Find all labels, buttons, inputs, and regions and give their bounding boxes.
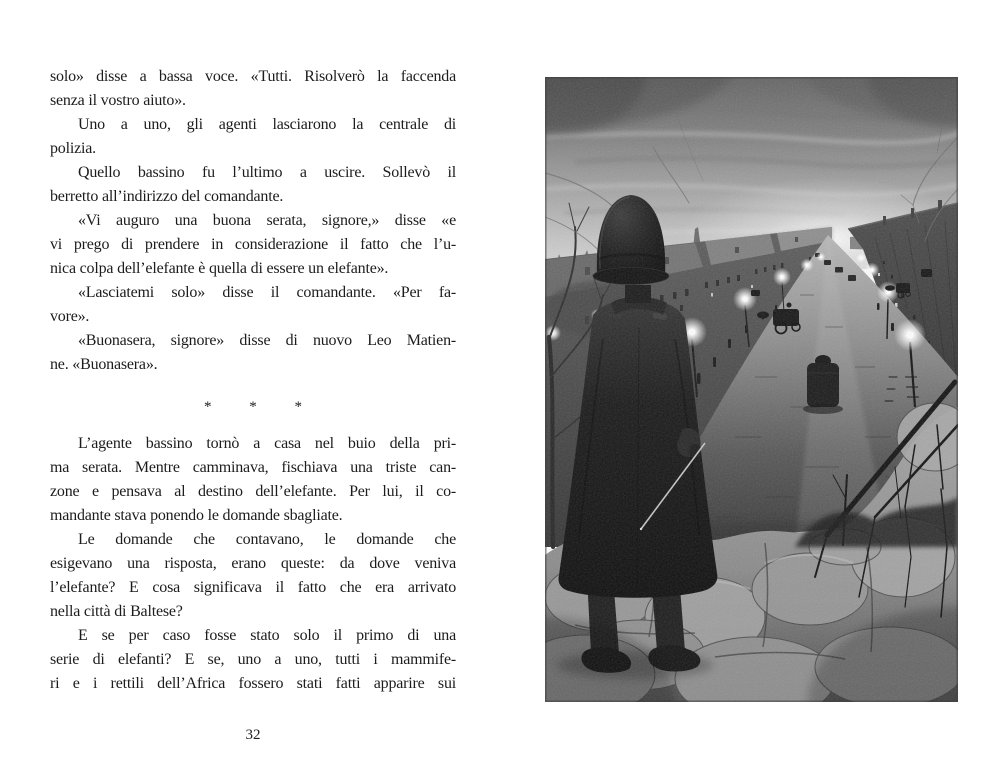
section-separator: * * * <box>204 399 302 415</box>
text-line: mandante stava ponendo le domande sbagliate. <box>50 507 343 524</box>
text-line: «Lasciatemi solo» disse il comandante. «Per fa- <box>78 284 456 301</box>
text-line: «Buonasera, signore» disse di nuovo Leo Matien- <box>78 332 456 349</box>
page-number: 32 <box>245 727 261 743</box>
text-line: serie di elefanti? E se, uno a uno, tutti i mammife- <box>50 651 456 668</box>
text-line: Quello bassino fu l’ultimo a uscire. Sollevò il <box>78 164 456 181</box>
text-line: vi prego di prendere in considerazione il fatto che l’u- <box>50 236 456 253</box>
text-line: vore». <box>50 308 90 325</box>
book-illustration <box>545 77 958 702</box>
text-line: ne. «Buonasera». <box>50 356 158 373</box>
text-line: nella città di Baltese? <box>50 603 183 620</box>
illustration-canvas <box>545 77 958 702</box>
grain-texture <box>545 77 958 702</box>
text-line: senza il vostro aiuto». <box>50 92 186 109</box>
text-line: berretto all’indirizzo del comandante. <box>50 188 284 205</box>
text-line: «Vi auguro una buona serata, signore,» disse «e <box>78 212 456 229</box>
text-column <box>50 65 456 696</box>
text-line: solo» disse a bassa voce. «Tutti. Risolverò la faccenda <box>50 68 456 85</box>
text-line: ri e i rettili dell’Africa fossero stati fatti apparire sui <box>50 675 456 692</box>
text-line: L’agente bassino tornò a casa nel buio della pri- <box>78 435 456 452</box>
text-line: esigevano una risposta, erano queste: da dove veniva <box>50 555 456 572</box>
text-line: Le domande che contavano, le domande che <box>78 531 456 548</box>
text-line: polizia. <box>50 140 96 157</box>
text-line: zone e pensava al destino dell’elefante. Per lui, il co- <box>50 483 456 500</box>
text-line: l’elefante? E cosa significava il fatto che era arrivato <box>50 579 456 596</box>
text-line: ma serata. Mentre camminava, fischiava una triste can- <box>50 459 456 476</box>
text-line: E se per caso fosse stato solo il primo di una <box>78 627 456 644</box>
text-line: Uno a uno, gli agenti lasciarono la centrale di <box>78 116 456 133</box>
text-line: nica colpa dell’elefante è quella di essere un elefante». <box>50 260 389 277</box>
